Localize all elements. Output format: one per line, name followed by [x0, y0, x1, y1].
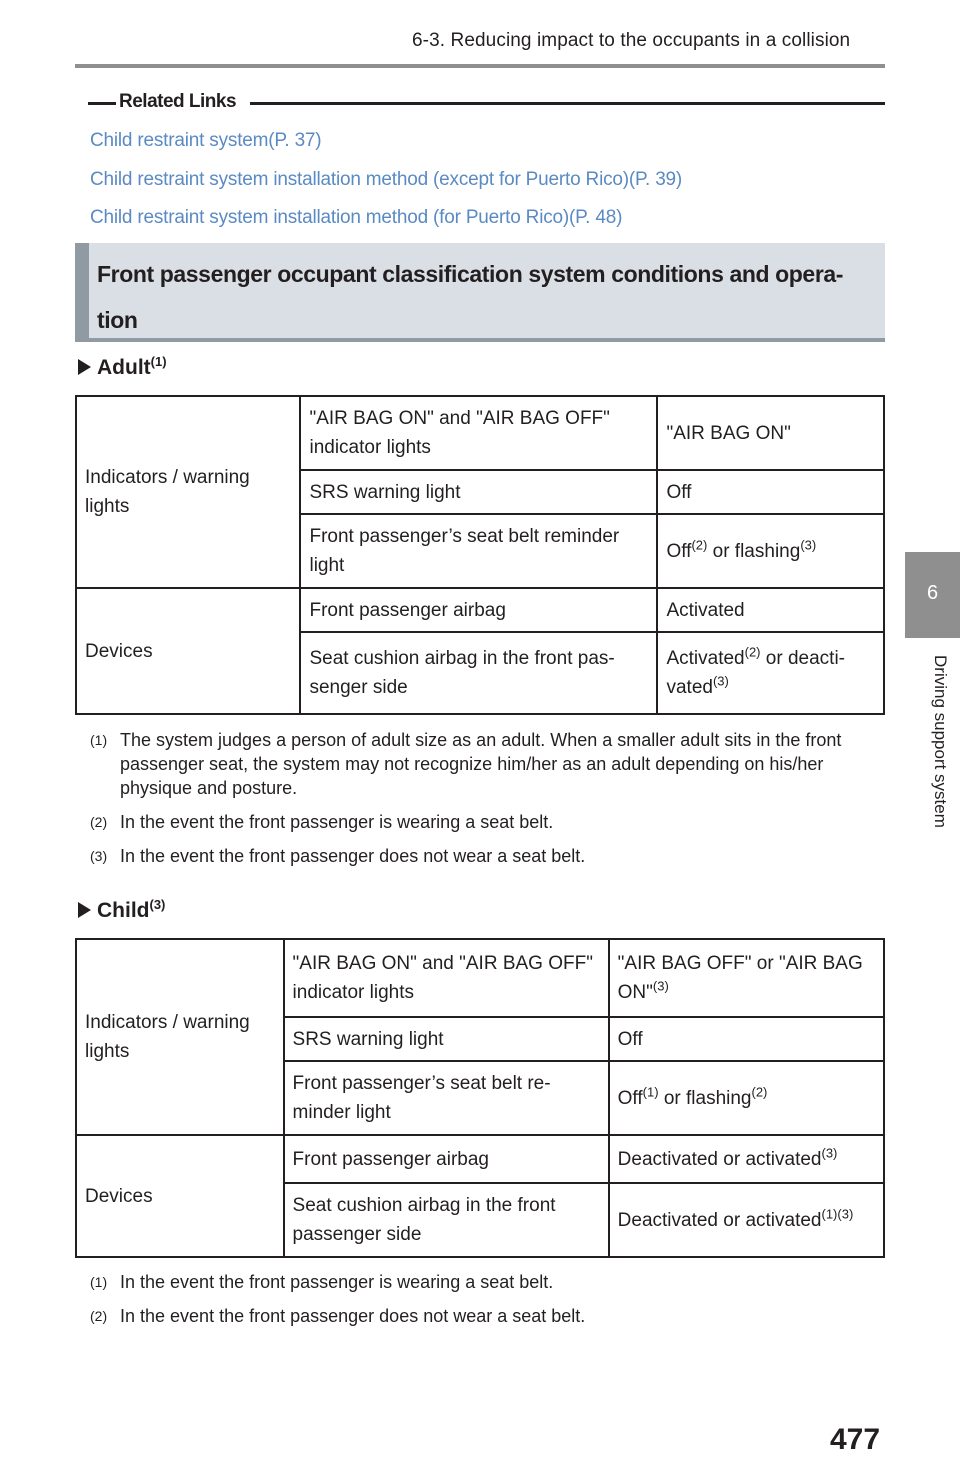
child-r5-value — [609, 1183, 884, 1257]
footnote-text: In the event the front passenger is wearing a seat belt. — [120, 812, 554, 832]
child-r3-value — [609, 1061, 884, 1135]
adult-r3-value-b: or flashing — [707, 540, 801, 562]
child-indicators-label: Indicators / warning lights — [76, 939, 284, 1135]
adult-heading — [78, 356, 167, 380]
adult-r5-value — [657, 632, 884, 714]
footnote-number: (2) — [90, 1308, 108, 1324]
child-r4-value — [609, 1135, 884, 1183]
adult-r2-item: SRS warning light — [300, 470, 657, 514]
child-r5-sup: (1)(3) — [821, 1206, 854, 1222]
child-table — [75, 938, 885, 1258]
footnote-number: (1) — [90, 1274, 108, 1290]
adult-r3-sup-b: (3) — [800, 537, 817, 553]
footnote-text: In the event the front passenger is wearing a seat belt. — [120, 1272, 554, 1292]
child-r2-value: Off — [609, 1017, 884, 1061]
child-footnote-1 — [90, 1270, 885, 1294]
triangle-bullet-icon — [78, 359, 91, 375]
footnote-text: In the event the front passenger does not wear a seat belt. — [120, 846, 586, 866]
chapter-tab-label: Driving support system — [931, 655, 950, 828]
section-heading: Front passenger occupant classification system conditions and opera-tion — [97, 261, 844, 333]
footnote-number: (1) — [90, 732, 108, 748]
child-r4-value-text: Deactivated or activated — [617, 1148, 822, 1170]
child-heading-text: Child — [97, 899, 150, 922]
footnote-number: (2) — [90, 814, 108, 830]
child-r5-value-text: Deactivated or activated — [617, 1209, 822, 1231]
table-row — [76, 1135, 884, 1183]
child-r5-item: Seat cushion airbag in the front passenger side — [284, 1183, 609, 1257]
adult-footnote-1 — [90, 728, 885, 800]
child-r1-value — [609, 939, 884, 1017]
adult-table — [75, 395, 885, 715]
adult-r4-item: Front passenger airbag — [300, 588, 657, 632]
adult-r5-item: Seat cushion airbag in the front pas-senger side — [300, 632, 657, 714]
adult-r5-value-b: or deacti-vated — [666, 648, 845, 698]
adult-footnote-2 — [90, 810, 885, 834]
adult-r5-sup-a: (2) — [744, 644, 761, 660]
adult-r3-value — [657, 514, 884, 588]
related-links-title: Related Links — [119, 91, 237, 112]
section-heading-underline — [75, 338, 885, 342]
related-links-rule-right — [250, 102, 885, 105]
adult-r1-value: "AIR BAG ON" — [657, 396, 884, 470]
triangle-bullet-icon — [78, 902, 91, 918]
section-heading-accent — [75, 243, 89, 342]
adult-r5-value-a: Activated — [666, 648, 745, 669]
adult-r5-sup-b: (3) — [712, 673, 729, 689]
adult-heading-text: Adult — [97, 356, 151, 379]
related-links-rule-left — [88, 102, 116, 105]
footnote-text: In the event the front passenger does not wear a seat belt. — [120, 1306, 586, 1326]
table-row — [76, 588, 884, 632]
adult-heading-footnote-ref: (1) — [150, 354, 167, 369]
child-r4-sup: (3) — [821, 1145, 838, 1161]
adult-r1-item: "AIR BAG ON" and "AIR BAG OFF" indicator lights — [300, 396, 657, 470]
child-r4-item: Front passenger airbag — [284, 1135, 609, 1183]
related-link-child-restraint[interactable]: Child restraint system(P. 37) — [90, 130, 322, 151]
section-heading-box — [75, 243, 885, 342]
child-r3-value-b: or flashing — [658, 1087, 752, 1109]
table-row — [76, 939, 884, 1017]
footnote-text: The system judges a person of adult size as an adult. When a smaller adult sits in the front passenger seat, the system may not recognize him/her as an adult depending on his/her physique and posture. — [120, 730, 842, 798]
adult-indicators-label: Indicators / warning lights — [76, 396, 300, 588]
adult-r3-value-a: Off — [666, 540, 692, 562]
adult-r3-item: Front passenger’s seat belt reminder light — [300, 514, 657, 588]
child-devices-label: Devices — [76, 1135, 284, 1257]
chapter-tab-number: 6 — [926, 582, 939, 604]
footnote-number: (3) — [90, 848, 108, 864]
child-heading-footnote-ref: (3) — [149, 897, 166, 912]
related-link-install-except-pr[interactable]: Child restraint system installation method (except for Puerto Rico)(P. 39) — [90, 169, 683, 190]
child-r1-value-text: "AIR BAG OFF" or "AIR BAG ON" — [617, 953, 863, 1003]
child-r3-sup-a: (1) — [642, 1084, 659, 1100]
child-r3-item: Front passenger’s seat belt re-minder light — [284, 1061, 609, 1135]
child-r3-value-a: Off — [617, 1087, 643, 1109]
child-r2-item: SRS warning light — [284, 1017, 609, 1061]
page-number: 477 — [830, 1423, 881, 1456]
adult-footnote-3 — [90, 844, 885, 868]
child-footnote-2 — [90, 1304, 885, 1328]
child-r3-sup-b: (2) — [751, 1084, 768, 1100]
child-heading — [78, 899, 165, 923]
table-row — [76, 396, 884, 470]
adult-r4-value: Activated — [657, 588, 884, 632]
adult-r3-sup-a: (2) — [691, 537, 708, 553]
chapter-header: 6-3. Reducing impact to the occupants in a collision — [412, 30, 851, 51]
child-r1-sup: (3) — [652, 978, 669, 994]
related-link-install-pr[interactable]: Child restraint system installation method (for Puerto Rico)(P. 48) — [90, 207, 623, 228]
adult-r2-value: Off — [657, 470, 884, 514]
adult-devices-label: Devices — [76, 588, 300, 714]
header-divider — [75, 64, 885, 68]
child-r1-item: "AIR BAG ON" and "AIR BAG OFF" indicator lights — [284, 939, 609, 1017]
